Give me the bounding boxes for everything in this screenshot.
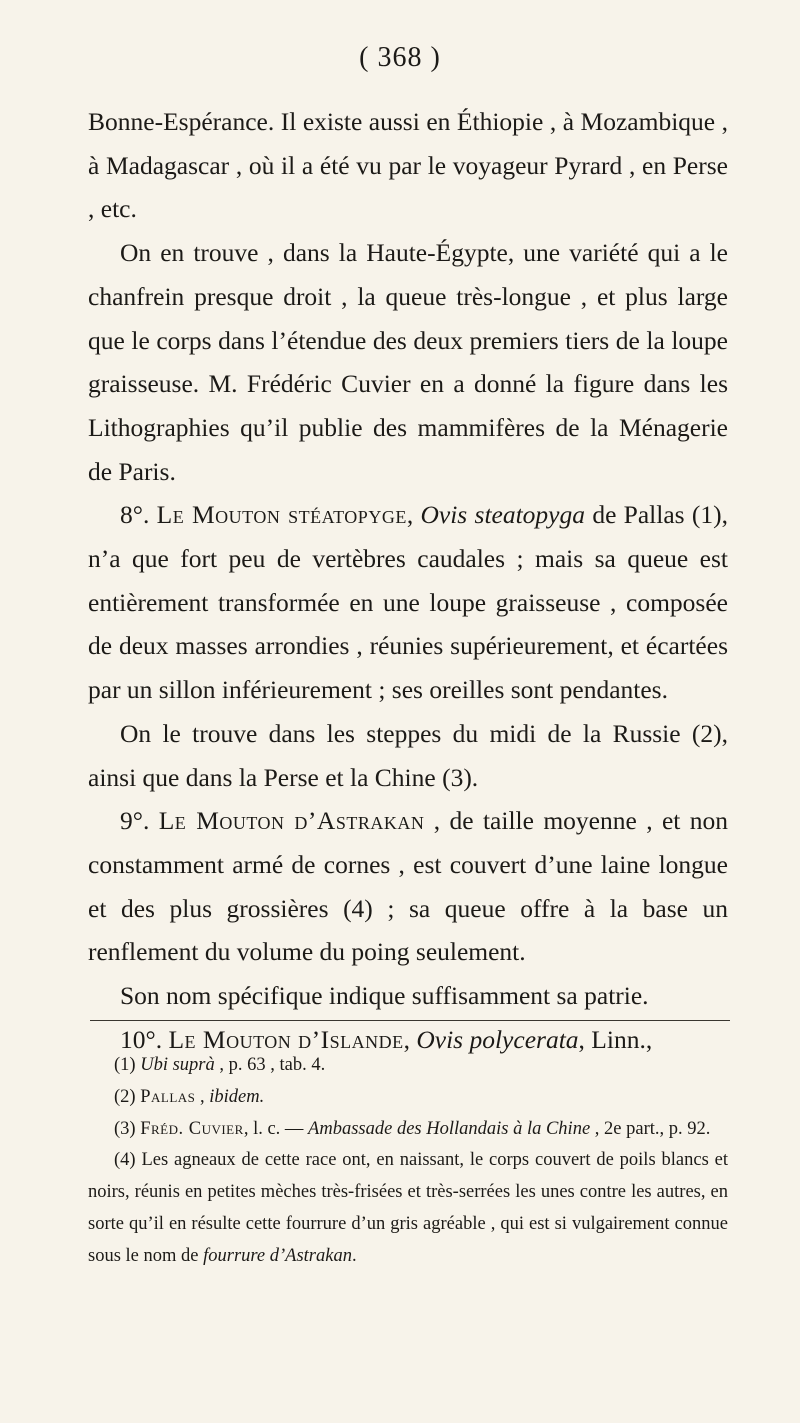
footnote: [88, 1082, 728, 1114]
paragraph-text: Son nom spécifique indique suffisamment sa patrie.: [120, 981, 649, 1011]
footnote-text: , l. c. —: [243, 1118, 309, 1139]
footnote-reference: fourrure d’Astrakan: [203, 1245, 352, 1266]
footnote-author: Fréd. Cuvier: [140, 1118, 244, 1139]
species-name: Le Mouton d’Islande: [168, 1024, 404, 1054]
species-number: 10°.: [120, 1024, 163, 1054]
footnote-marker: (2): [114, 1086, 136, 1107]
footnote-text: .: [351, 1245, 357, 1266]
paragraph: [88, 231, 728, 493]
paragraph: [88, 974, 728, 1018]
species-latin-name: Ovis steatopyga: [420, 500, 586, 530]
paragraph: [88, 100, 728, 231]
paragraph-species-10: 10°. Le Mouton d’Islande, Ovis polycerata, Linn.,: [120, 1024, 653, 1054]
main-text: [88, 100, 728, 1061]
paragraph-text: , de taille moyenne , et non constamment armé de cornes , est couvert d’une laine longue et des plus grossières (4) ; sa queue offre à la base un renflement du volume du poing seulement.: [88, 806, 729, 967]
paragraph-text: de Pallas (1), n’a que fort peu de vertèbres caudales ; mais sa queue est entièrement transformée en une loupe graisseuse , composée de deux masses arrondies , réunies supérieurement, et écartées par un sillon inférieurement ; ses oreilles sont pendantes.: [88, 500, 728, 705]
footnote-author: Pallas: [140, 1086, 196, 1107]
paragraph-species-9: [88, 799, 728, 974]
footnote-reference: ibidem.: [209, 1086, 265, 1107]
footnotes: [88, 1050, 728, 1273]
paragraph-species-8: 8°. Le Mouton stéatopyge, Ovis steatopyga de Pallas (1), n’a que fort peu de vertèbres caudales ; mais sa queue est entièrement transformée en une loupe graisseuse , composée de deux masses arrondies , réunies supérieurement, et écartées par un sillon inférieurement ; ses oreilles sont pendantes.: [88, 500, 728, 705]
footnote-marker: (1): [114, 1055, 136, 1075]
species-latin-name: Ovis polycerata: [416, 1024, 579, 1054]
footnote-text: , 2e part., p. 92.: [590, 1118, 711, 1139]
footnote-text: Les agneaux de cette race ont, en naissant, le corps couvert de poils blancs et noirs, réunis en petites mèches très-frisées et très-serrées les unes contre les autres, en sorte qu’il en résulte cette fourrure d’un gris agréable , qui est si vulgairement connue sous le nom de: [88, 1150, 728, 1266]
footnote-marker: (3): [114, 1118, 136, 1139]
paragraph: [88, 712, 728, 799]
footnote-reference: Ambassade des Hollandais à la Chine: [308, 1118, 591, 1139]
paragraph-text: , Linn.,: [578, 1024, 653, 1054]
footnote-divider: [90, 1020, 730, 1021]
paragraph-text: On le trouve dans les steppes du midi de la Russie (2), ainsi que dans la Perse et la Chine (3).: [88, 718, 728, 792]
footnote: [88, 1050, 728, 1082]
species-number: 9°.: [120, 806, 150, 836]
species-name: Le Mouton stéatopyge: [156, 500, 407, 530]
footnote: [88, 1114, 728, 1146]
footnote-text: , p. 63 , tab. 4.: [214, 1055, 326, 1075]
footnote-marker: (4): [114, 1150, 136, 1171]
page-number: ( 368 ): [359, 42, 441, 73]
species-number: 8°.: [120, 500, 150, 530]
paragraph-text: On en trouve , dans la Haute-Égypte, une variété qui a le chanfrein presque droit , la queue très-longue , et plus large que le corps dans l’étendue des deux premiers tiers de la loupe graisseuse. M. Frédéric Cuvier en a donné la figure dans les Lithographies qu’il publie des mammifères de la Ménagerie de Paris.: [88, 238, 728, 486]
footnote-text: ,: [195, 1086, 210, 1107]
footnote: [88, 1145, 728, 1272]
paragraph-text: Bonne-Espérance. Il existe aussi en Éthiopie , à Mozambique , à Madagascar , où il a été vu par le voyageur Pyrard , en Perse , etc.: [88, 107, 728, 224]
footnote-reference: Ubi suprà: [140, 1055, 215, 1075]
species-name: Le Mouton d’Astrakan: [158, 806, 425, 836]
